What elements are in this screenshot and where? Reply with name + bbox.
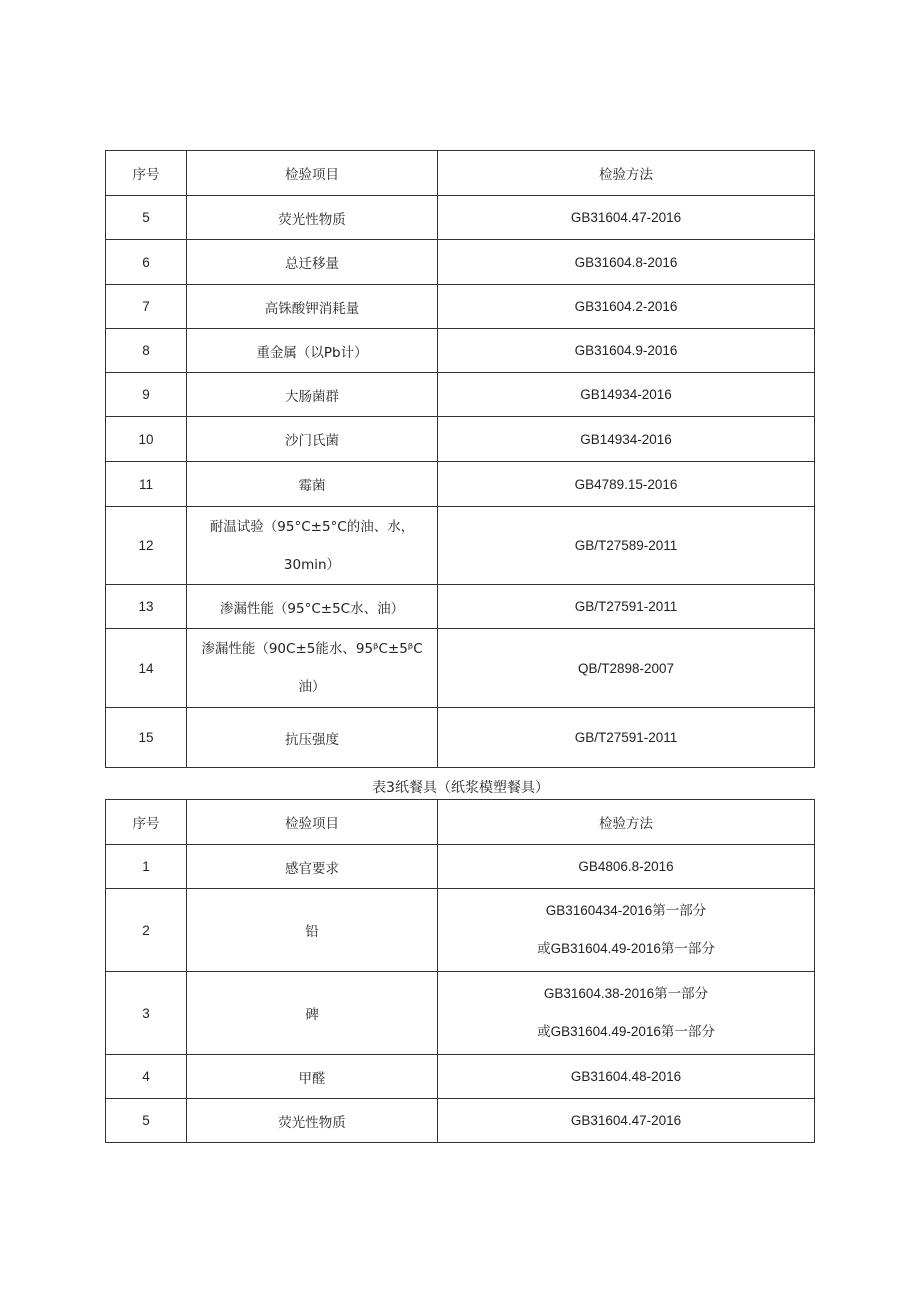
- row-serial: 6: [106, 240, 187, 285]
- row-serial: 1: [106, 845, 187, 889]
- row-method: GB31604.9-2016: [438, 329, 815, 373]
- row-method: GB31604.8-2016: [438, 240, 815, 285]
- row-serial: 4: [106, 1055, 187, 1099]
- row-item: 抗压强度: [187, 708, 438, 768]
- row-item: 铅: [187, 889, 438, 972]
- row-item: 沙门氏菌: [187, 417, 438, 462]
- row-method: GB/T27591-2011: [438, 708, 815, 768]
- row-serial: 9: [106, 373, 187, 417]
- table-row: [106, 889, 815, 972]
- row-serial: 15: [106, 708, 187, 768]
- table-row: [106, 1099, 815, 1143]
- header-serial: 序号: [106, 151, 187, 196]
- header-serial: 序号: [106, 800, 187, 845]
- row-method: GB14934-2016: [438, 417, 815, 462]
- header-method: 检验方法: [438, 151, 815, 196]
- row-serial: 11: [106, 462, 187, 507]
- row-method: GB/T27591-2011: [438, 585, 815, 629]
- row-serial: 7: [106, 285, 187, 329]
- row-item: 总迁移量: [187, 240, 438, 285]
- table-row: [106, 373, 815, 417]
- row-method: GB31604.47-2016: [438, 196, 815, 240]
- method-line: 或GB31604.49-2016第一部分: [537, 941, 715, 956]
- row-item: 耐温试验（95°C±5°C的油、水，30min）: [187, 507, 438, 585]
- row-item: 大肠菌群: [187, 373, 438, 417]
- table-row: [106, 585, 815, 629]
- table-row: [106, 329, 815, 373]
- row-serial: 13: [106, 585, 187, 629]
- row-method: QB/T2898-2007: [438, 629, 815, 708]
- row-serial: 2: [106, 889, 187, 972]
- table-header-row: [106, 800, 815, 845]
- row-serial: 3: [106, 972, 187, 1055]
- inspection-table-2: [105, 799, 815, 1143]
- table-row: [106, 629, 815, 708]
- row-item: 霉菌: [187, 462, 438, 507]
- row-item: 荧光性物质: [187, 1099, 438, 1143]
- table-row: [106, 240, 815, 285]
- row-item: 甲醛: [187, 1055, 438, 1099]
- row-method: GB31604.47-2016: [438, 1099, 815, 1143]
- table-row: [106, 972, 815, 1055]
- row-method: GB31604.48-2016: [438, 1055, 815, 1099]
- row-method: GB/T27589-2011: [438, 507, 815, 585]
- table-row: [106, 845, 815, 889]
- header-method: 检验方法: [438, 800, 815, 845]
- row-method: [438, 889, 815, 972]
- table-row: [106, 417, 815, 462]
- row-item: 高铢酸钾消耗量: [187, 285, 438, 329]
- method-line: GB3160434-2016第一部分: [545, 903, 707, 918]
- row-item: 感官要求: [187, 845, 438, 889]
- table-caption: 表3纸餐具（纸浆模塑餐具）: [372, 780, 549, 796]
- row-method: GB4806.8-2016: [438, 845, 815, 889]
- row-serial: 14: [106, 629, 187, 708]
- table-row: [106, 1055, 815, 1099]
- table-row: [106, 507, 815, 585]
- row-item: 渗漏性能（90C±5能水、95ᵝC±5ᵝC油）: [187, 629, 438, 708]
- row-item: 渗漏性能（95°C±5C水、油）: [187, 585, 438, 629]
- table-header-row: [106, 151, 815, 196]
- row-serial: 5: [106, 1099, 187, 1143]
- row-item: 荧光性物质: [187, 196, 438, 240]
- inspection-table-1: [105, 150, 815, 768]
- table-row: [106, 196, 815, 240]
- row-method: GB14934-2016: [438, 373, 815, 417]
- row-serial: 10: [106, 417, 187, 462]
- row-method: GB4789.15-2016: [438, 462, 815, 507]
- method-line: 或GB31604.49-2016第一部分: [537, 1024, 715, 1039]
- row-serial: 5: [106, 196, 187, 240]
- header-item: 检验项目: [187, 800, 438, 845]
- table-row: [106, 285, 815, 329]
- row-method: GB31604.2-2016: [438, 285, 815, 329]
- row-item: 碑: [187, 972, 438, 1055]
- row-method: [438, 972, 815, 1055]
- header-item: 检验项目: [187, 151, 438, 196]
- method-line: GB31604.38-2016第一部分: [543, 986, 709, 1001]
- table-row: [106, 462, 815, 507]
- row-serial: 12: [106, 507, 187, 585]
- row-serial: 8: [106, 329, 187, 373]
- table-row: [106, 708, 815, 768]
- row-item: 重金属（以Pb计）: [187, 329, 438, 373]
